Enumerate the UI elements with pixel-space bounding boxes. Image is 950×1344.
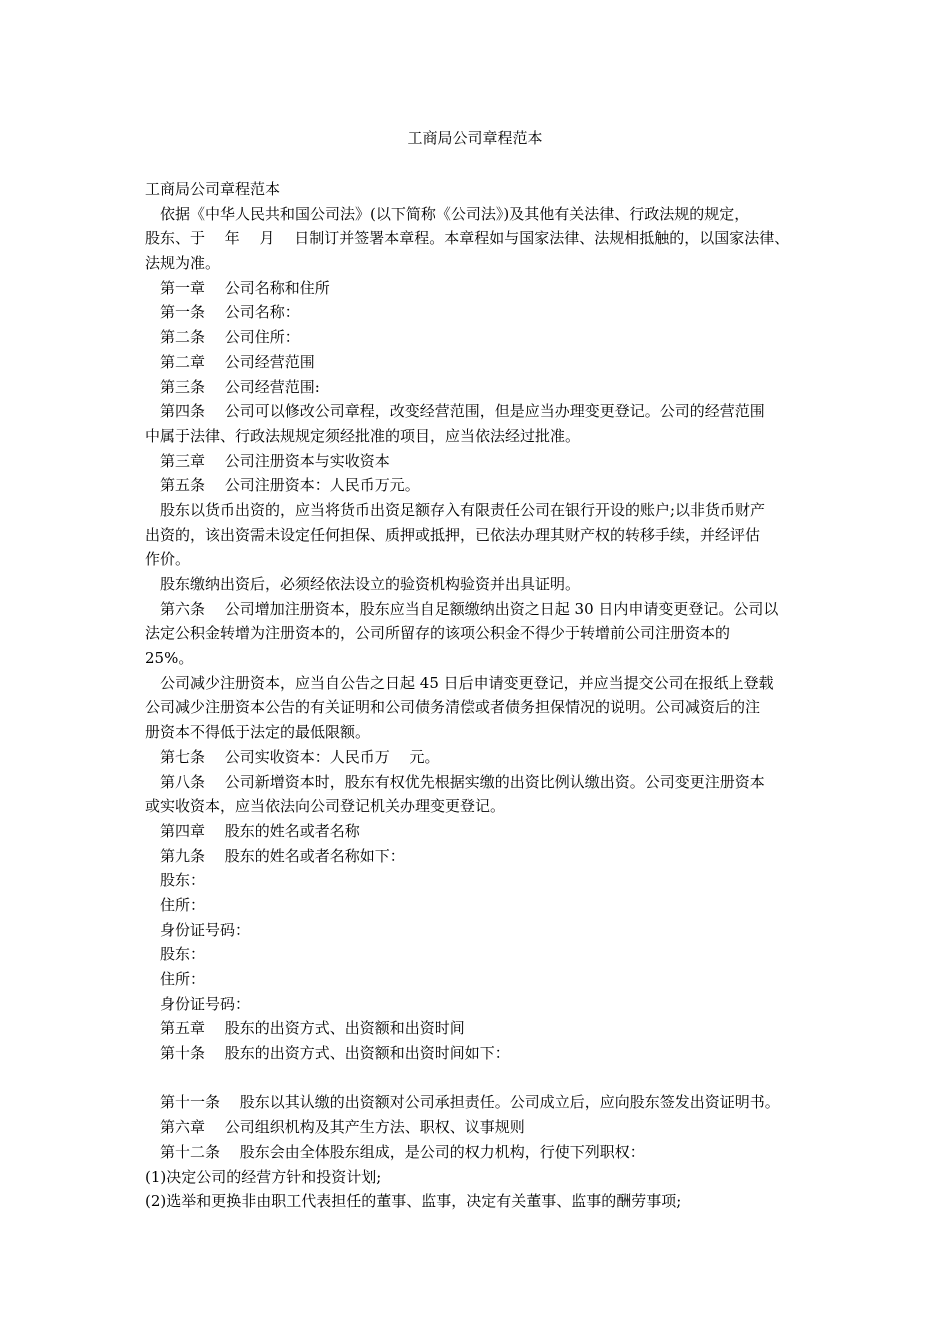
text-line: 身份证号码：: [160, 920, 251, 939]
text-line: 法规为准。: [145, 254, 221, 273]
text-line: 第十二条 股东会由全体股东组成，是公司的权力机构，行使下列职权：: [160, 1142, 645, 1161]
text-line: 第一章 公司名称和住所: [160, 278, 330, 297]
text-line: 第六章 公司组织机构及其产生方法、职权、议事规则: [160, 1118, 525, 1137]
text-line: 第二章 公司经营范围: [160, 352, 315, 371]
text-line: 股东：: [160, 945, 206, 964]
text-line: 第七条 公司实收资本：人民币万 元。: [160, 747, 440, 766]
document-title: 工商局公司章程范本: [407, 129, 543, 147]
text-line: 股东缴纳出资后，必须经依法设立的验资机构验资并出具证明。: [160, 575, 581, 593]
blank-line: [145, 1066, 817, 1091]
text-line: 公司减少注册资本，应当自公告之日起 45 日后申请变更登记，并应当提交公司在报纸上登载: [160, 673, 774, 692]
text-line: 第九条 股东的姓名或者名称如下：: [160, 846, 405, 865]
text-line: 第四条 公司可以修改公司章程，改变经营范围，但是应当办理变更登记。公司的经营范围: [160, 402, 765, 421]
text-line: 身份证号码：: [160, 994, 251, 1013]
text-line: 第五条 公司注册资本：人民币万元。: [160, 476, 420, 495]
text-line: 第二条 公司住所：: [160, 328, 300, 347]
text-line: (2)选举和更换非由职工代表担任的董事、监事，决定有关董事、监事的酬劳事项;: [145, 1192, 682, 1211]
text-line: 第六条 公司增加注册资本，股东应当自足额缴纳出资之日起 30 日内申请变更登记。公司以: [160, 599, 779, 618]
text-line: 第五章 股东的出资方式、出资额和出资时间: [160, 1019, 465, 1038]
text-line: 或实收资本，应当依法向公司登记机关办理变更登记。: [145, 797, 506, 816]
text-line: 第十条 股东的出资方式、出资额和出资时间如下：: [160, 1044, 510, 1063]
text-line: 中属于法律、行政法规规定须经批准的项目，应当依法经过批准。: [145, 426, 581, 445]
text-line: 第三条 公司经营范围:: [160, 377, 320, 396]
text-line: 第八条 公司新增资本时，股东有权优先根据实缴的出资比例认缴出资。公司变更注册资本: [160, 772, 765, 791]
text-line: 第四章 股东的姓名或者名称: [160, 821, 360, 840]
document-body: [145, 177, 817, 1214]
text-line: 册资本不得低于法定的最低限额。: [145, 723, 371, 742]
text-line: 出资的，该出资需未设定任何担保、质押或抵押，已依法办理其财产权的转移手续，并经评估: [145, 525, 761, 544]
text-line: 第三章 公司注册资本与实收资本: [160, 451, 390, 470]
text-line: 股东、于 年 月 日制订并签署本章程。本章程如与国家法律、法规相抵触的，以国家法律、: [145, 229, 790, 248]
text-line: 第一条 公司名称：: [160, 303, 300, 322]
text-line: 25%。: [145, 649, 194, 668]
text-line: 工商局公司章程范本: [145, 180, 281, 198]
text-line: 第十一条 股东以其认缴的出资额对公司承担责任。公司成立后，应向股东签发出资证明书。: [160, 1093, 780, 1112]
text-line: 住所：: [160, 970, 206, 988]
text-line: 作价。: [145, 550, 191, 569]
text-line: 法定公积金转增为注册资本的，公司所留存的该项公积金不得少于转增前公司注册资本的: [145, 624, 731, 643]
text-line: 依据《中华人民共和国公司法》(以下简称《公司法》)及其他有关法律、行政法规的规定，: [160, 204, 750, 223]
text-line: 股东以货币出资的，应当将货币出资足额存入有限责任公司在银行开设的账户;以非货币财产: [160, 500, 766, 519]
text-line: 公司减少注册资本公告的有关证明和公司债务清偿或者债务担保情况的说明。公司减资后的注: [145, 698, 761, 717]
text-line: (1)决定公司的经营方针和投资计划;: [145, 1167, 382, 1186]
text-line: 住所：: [160, 895, 206, 914]
text-line: 股东：: [160, 871, 206, 890]
